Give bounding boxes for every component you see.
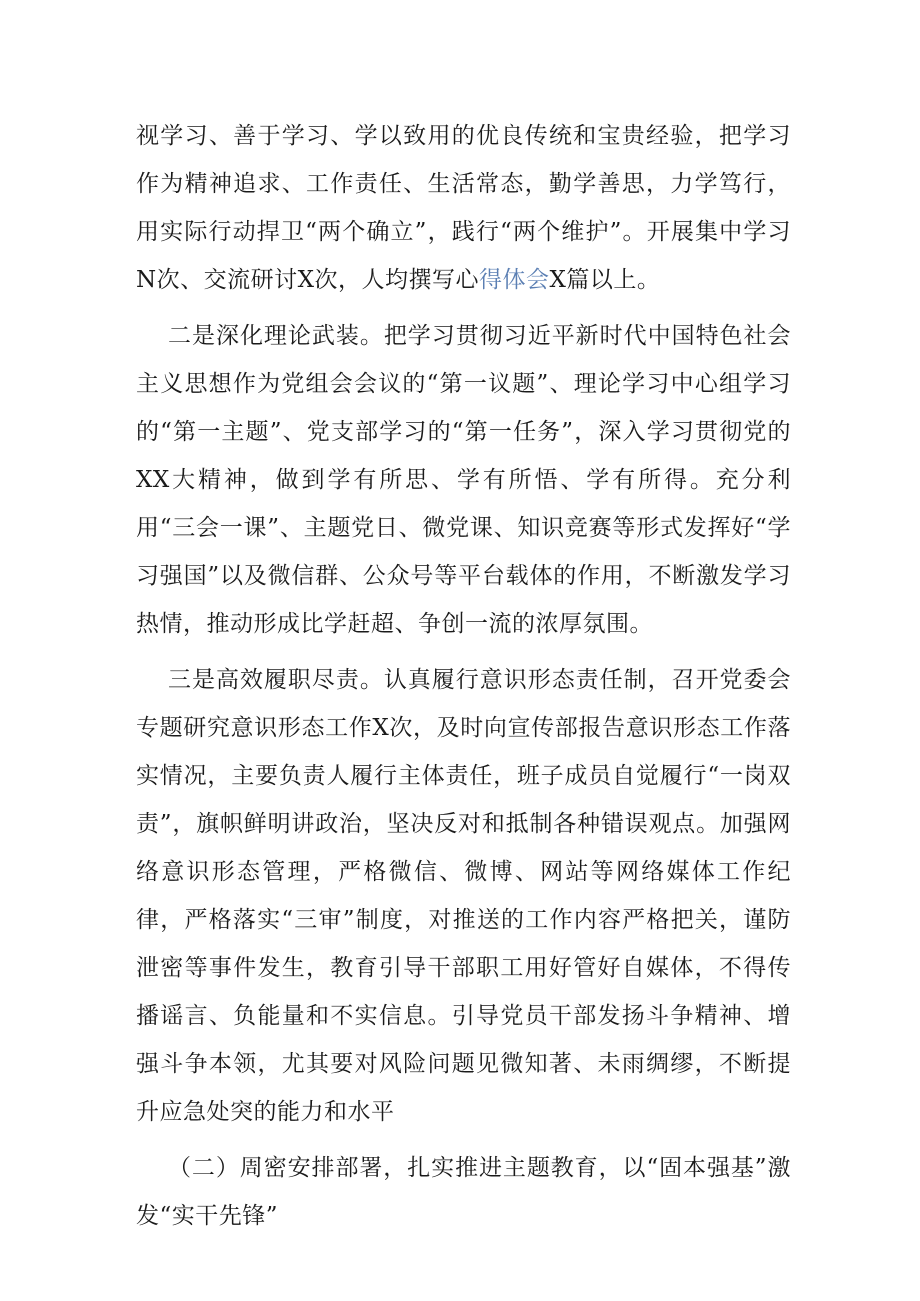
paragraph-2 — [136, 312, 791, 648]
paragraph-2-text: 把学习贯彻习近平新时代中国特色社会主义思想作为党组会会议的“第一议题”、理论学习中心组学习的“第一主题”、党支部学习的“第一任务”，深入学习贯彻党的XX大精神，做到学有所思、学有所悟、学有所得。充分利用“三会一课”、主题党日、微党课、知识竞赛等形式发挥好“学习强国”以及微信群、公众号等平台载体的作用，不断激发学习热情，推动形成比学赶超、争创一流的浓厚氛围。 — [136, 323, 792, 637]
paragraph-1-text: 视学习、善于学习、学以致用的优良传统和宝贵经验，把学习作为精神追求、工作责任、生活常态，勤学善思，力学笃行，用实际行动捍卫“两个确立”，践行“两个维护”。开展集中学习N次、交流研讨X次，人均撰写心 — [136, 123, 791, 293]
paragraph-3-heading: 三是高效履职尽责。 — [168, 667, 384, 693]
paragraph-1-tail: X篇以上。 — [549, 267, 661, 293]
paragraph-3 — [136, 656, 791, 1136]
insight-link[interactable]: 得体会 — [479, 267, 550, 293]
section-heading-text: （二）周密安排部署，扎实推进主题教育，以“固本强基”激发“实干先锋” — [136, 1155, 791, 1229]
paragraph-1 — [136, 112, 791, 304]
paragraph-2-heading: 二是深化理论武装。 — [168, 323, 384, 349]
paragraph-3-text: 认真履行意识形态责任制，召开党委会专题研究意识形态工作X次，及时向宣传部报告意识形态工作落实情况，主要负责人履行主体责任，班子成员自觉履行“一岗双责”，旗帜鲜明讲政治，坚决反对和抵制各种错误观点。加强网络意识形态管理，严格微信、微博、网站等网络媒体工作纪律，严格落实“三审”制度，对推送的工作内容严格把关，谨防泄密等事件发生，教育引导干部职工用好管好自媒体，不得传播谣言、负能量和不实信息。引导党员干部发扬斗争精神、增强斗争本领，尤其要对风险问题见微知著、未雨绸缪，不断提升应急处突的能力和水平 — [136, 667, 792, 1125]
document-body — [136, 112, 791, 1248]
section-heading — [136, 1144, 791, 1240]
